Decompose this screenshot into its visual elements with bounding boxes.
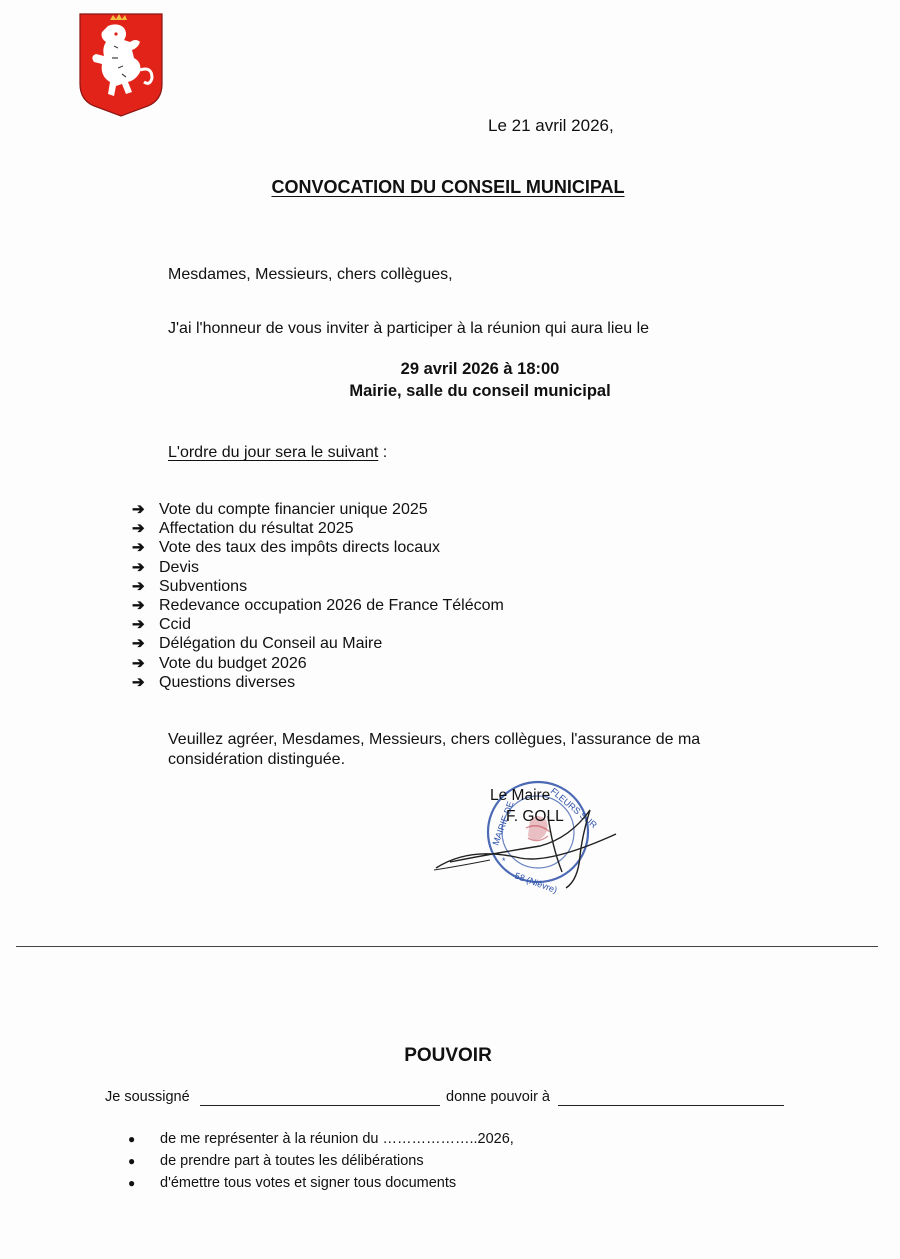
pouvoir-bullet-item [128,1152,514,1174]
document-title [0,177,900,198]
pouvoir-bullet-text: de me représenter à la réunion du ………………..2026, [160,1131,514,1147]
bullet-icon: ● [128,1132,136,1146]
agenda-item [132,673,504,692]
meeting-datetime: 29 avril 2026 à 18:00 [400,360,560,378]
arrow-right-icon: ➔ [132,673,145,691]
invitation-text: J'ai l'honneur de vous inviter à participer à la réunion qui aura lieu le [168,320,650,337]
arrow-right-icon: ➔ [132,520,145,538]
agenda-item [132,538,504,557]
agenda-heading-suffix: : [378,444,388,461]
pouvoir-bullet-item [128,1174,514,1196]
agenda-item [132,577,504,596]
agenda-item [132,558,504,577]
agenda-heading-text: L'ordre du jour sera le suivant [168,444,379,461]
bullet-icon: ● [128,1176,136,1190]
pouvoir-bullet-list [128,1130,514,1196]
name-blank-field[interactable] [200,1105,440,1106]
agenda-item [132,596,504,615]
arrow-right-icon: ➔ [132,558,145,576]
agenda-item-label: Délégation du Conseil au Maire [159,635,383,653]
svg-text:MAIRIE DE: MAIRIE DE [490,800,516,847]
proxy-blank-field[interactable] [558,1105,784,1106]
section-divider [16,946,878,947]
agenda-item [132,634,504,653]
document-title-text: CONVOCATION DU CONSEIL MUNICIPAL [271,177,625,197]
arrow-right-icon: ➔ [132,616,145,634]
arrow-right-icon: ➔ [132,577,145,595]
closing-formula: Veuillez agréer, Mesdames, Messieurs, chers collègues, l'assurance de ma considération distinguée. [168,731,701,768]
meeting-location: Mairie, salle du conseil municipal [349,382,611,400]
pouvoir-bullet-item [128,1130,514,1152]
bullet-icon: ● [128,1154,136,1168]
agenda-item-label: Redevance occupation 2026 de France Télécom [159,596,504,614]
agenda-item-label: Vote du budget 2026 [159,654,307,672]
greeting: Mesdames, Messieurs, chers collègues, [168,266,453,283]
arrow-right-icon: ➔ [132,596,145,614]
pouvoir-line-start: Je soussigné [105,1089,190,1105]
svg-text:58 (Nièvre): 58 (Nièvre) [513,870,559,896]
agenda-item-label: Ccid [159,616,192,634]
agenda-item [132,615,504,634]
agenda-item-label: Subventions [159,577,248,595]
agenda-heading [168,444,387,462]
arrow-right-icon: ➔ [132,501,145,518]
agenda-item [132,519,504,538]
pouvoir-bullet-text: d'émettre tous votes et signer tous documents [160,1175,457,1191]
coat-of-arms-logo [78,12,164,118]
pouvoir-line-middle: donne pouvoir à [446,1089,550,1105]
arrow-right-icon: ➔ [132,635,145,653]
agenda-list [132,500,504,692]
signature-title: Le Maire [490,787,551,804]
agenda-item-label: Vote des taux des impôts directs locaux [159,539,441,557]
signature-name: F. GOLL [506,808,564,825]
agenda-item-label: Questions diverses [159,673,296,691]
agenda-item [132,500,504,519]
letter-date: Le 21 avril 2026, [488,116,614,135]
pouvoir-bullet-text: de prendre part à toutes les délibérations [160,1153,424,1169]
svg-text:*: * [502,856,506,866]
svg-text:FLEURS SUR: FLEURS SUR [548,785,599,831]
agenda-item [132,654,504,673]
arrow-right-icon: ➔ [132,539,145,557]
agenda-item-label: Affectation du résultat 2025 [159,520,354,538]
agenda-item-label: Devis [159,558,200,576]
agenda-item-label: Vote du compte financier unique 2025 [159,501,428,518]
arrow-right-icon: ➔ [132,654,145,672]
pouvoir-title: POUVOIR [404,1045,492,1066]
